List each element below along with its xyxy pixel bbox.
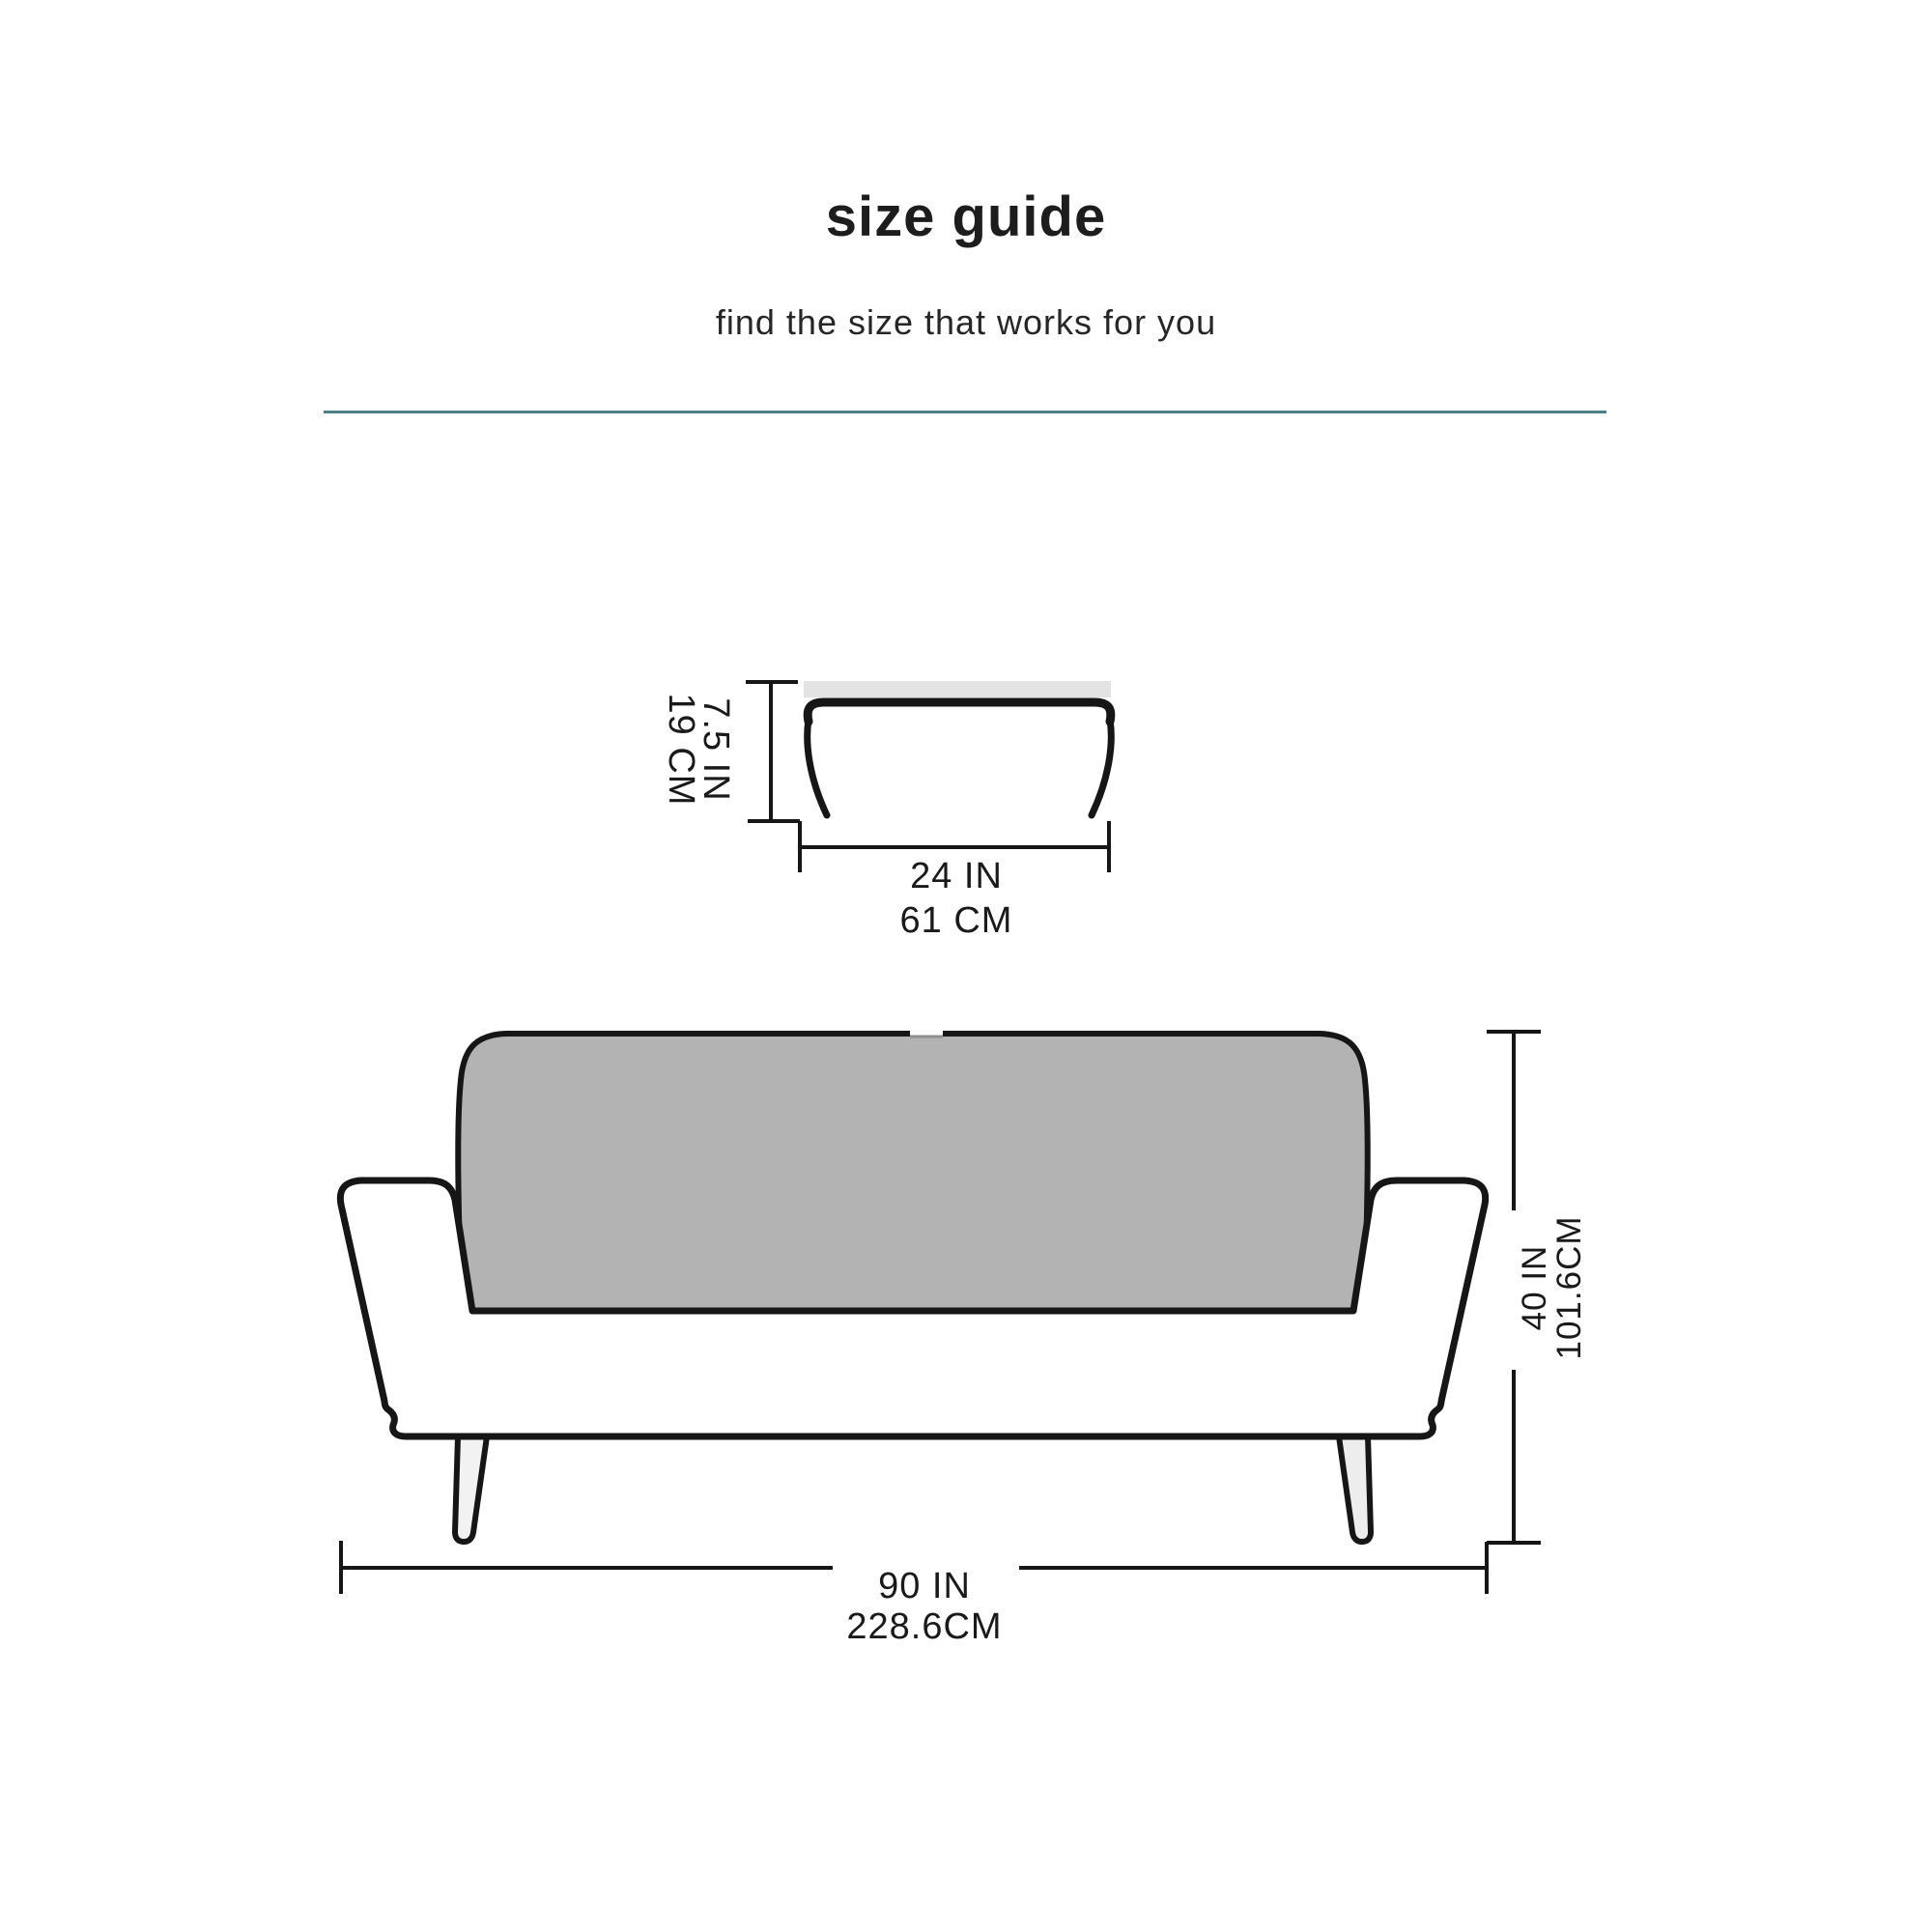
sofa-leg-right — [1339, 1436, 1371, 1542]
page-title: size guide — [825, 185, 1107, 248]
table-width-cm: 61 CM — [899, 900, 1013, 941]
sofa-leg-left — [455, 1436, 487, 1542]
divider — [324, 410, 1606, 415]
table-height-cm: 19 CM — [661, 693, 701, 807]
table-leg-right — [1092, 720, 1111, 815]
sofa-width-cm: 228.6CM — [846, 1606, 1003, 1647]
table-frame-top — [808, 702, 1111, 722]
table-height-label — [661, 692, 736, 808]
table-width-label — [811, 854, 1101, 943]
sofa-width-inches: 90 IN — [878, 1566, 971, 1606]
table-width-inches: 24 IN — [910, 856, 1003, 896]
tabletop-surface — [804, 681, 1111, 697]
sofa-height-inches: 40 IN — [1516, 1244, 1553, 1331]
sofa-back-cushion — [458, 1034, 1367, 1311]
sofa-width-label — [780, 1566, 1069, 1647]
table-height-inches: 7.5 IN — [696, 697, 736, 802]
table-height-dimension-line — [746, 682, 800, 821]
table-leg-left — [808, 720, 827, 815]
sofa-front-view-figure — [270, 985, 1623, 1642]
page-subtitle: find the size that works for you — [715, 302, 1217, 342]
sofa-height-label — [1518, 1210, 1587, 1365]
sofa-height-cm: 101.6CM — [1550, 1215, 1588, 1360]
